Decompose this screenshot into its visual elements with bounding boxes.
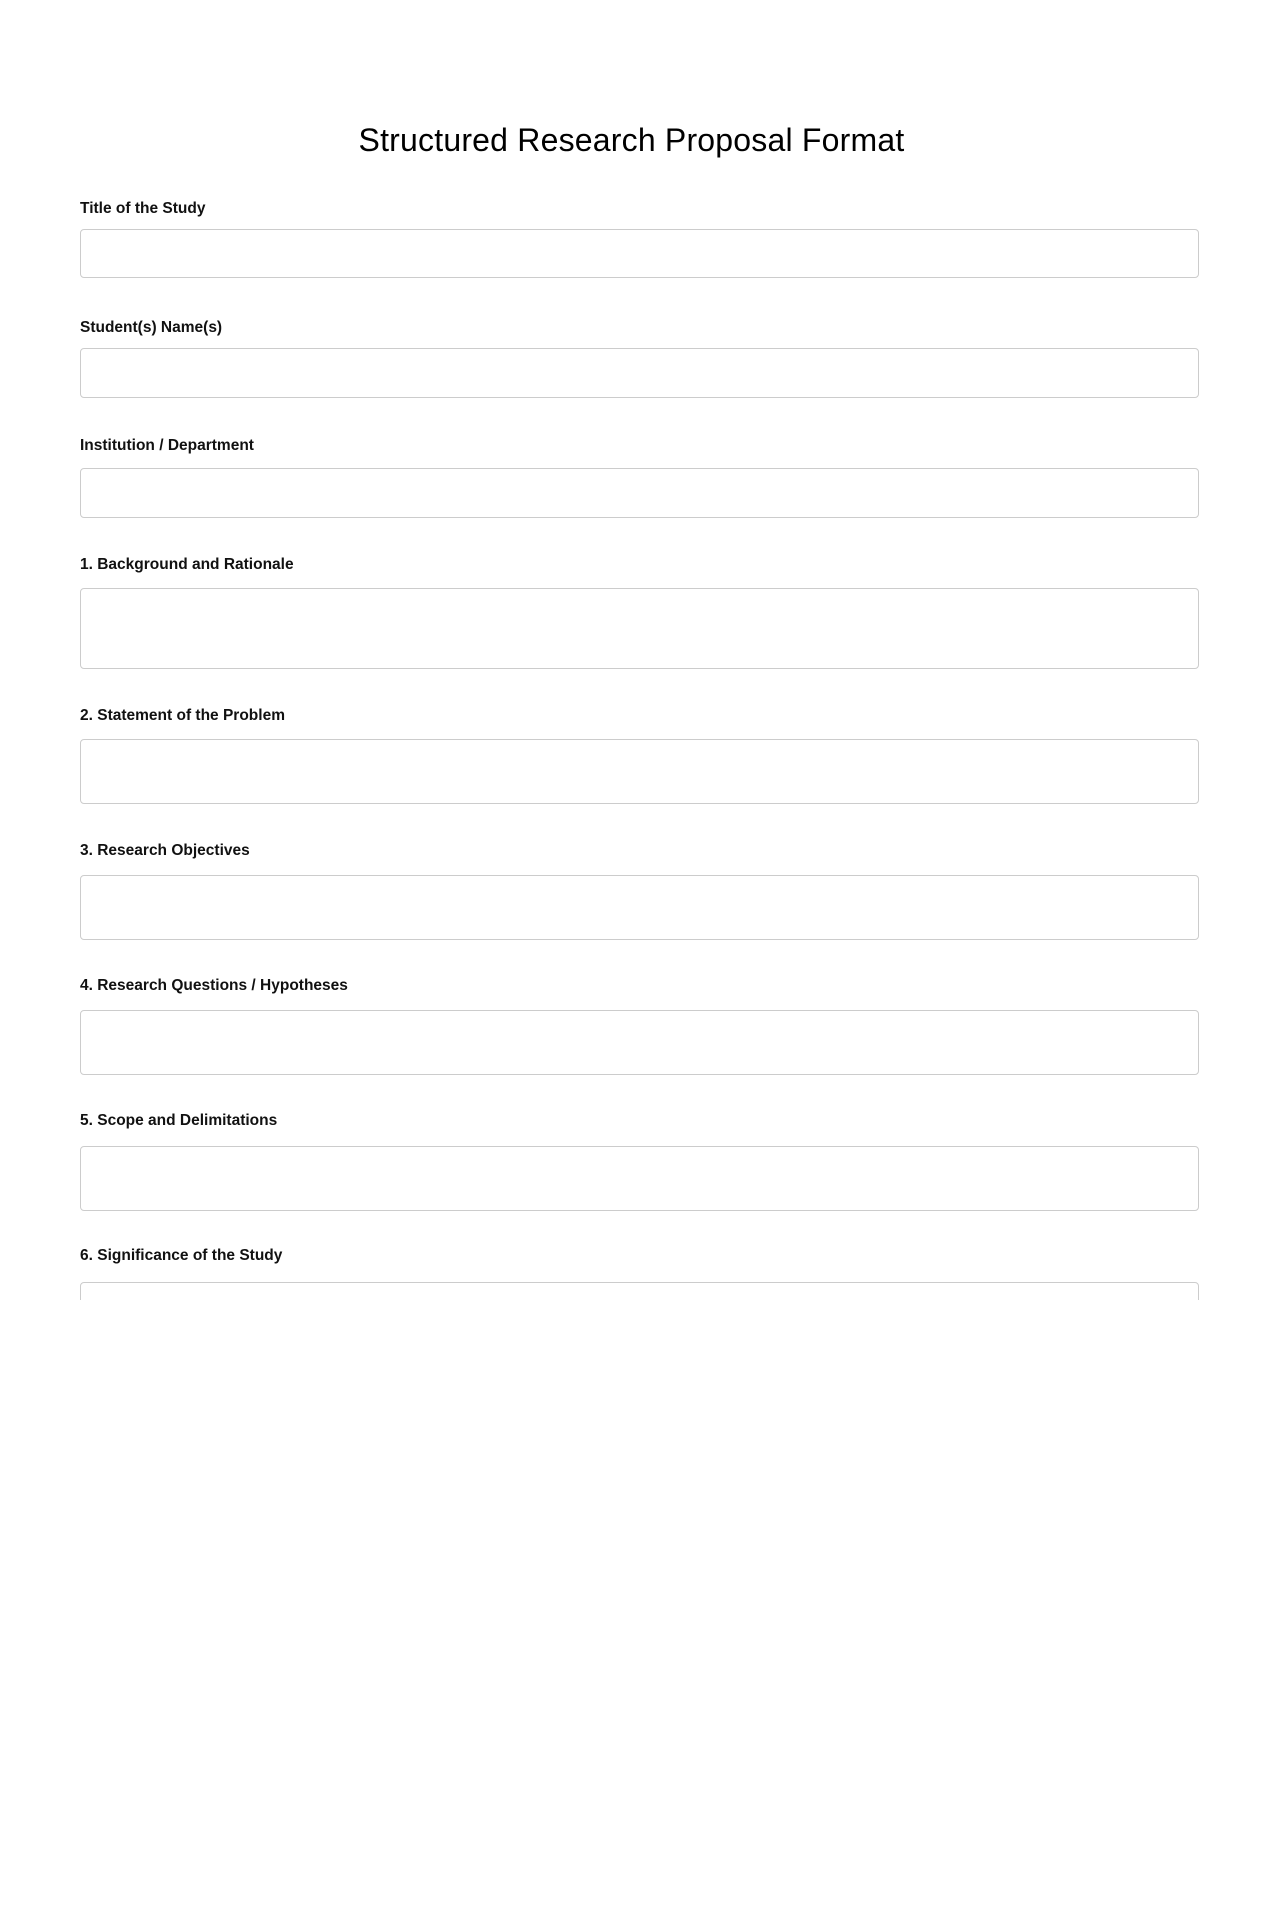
scope-delimitations-label: 5. Scope and Delimitations	[80, 1112, 278, 1129]
background-rationale-label: 1. Background and Rationale	[80, 556, 294, 573]
statement-of-problem-textarea[interactable]	[80, 739, 1199, 804]
institution-department-label: Institution / Department	[80, 437, 254, 454]
research-objectives-textarea[interactable]	[80, 875, 1199, 940]
background-rationale-textarea[interactable]	[80, 588, 1199, 669]
statement-of-problem-label: 2. Statement of the Problem	[80, 707, 285, 724]
research-questions-textarea[interactable]	[80, 1010, 1199, 1075]
student-names-label: Student(s) Name(s)	[80, 319, 223, 336]
research-questions-label: 4. Research Questions / Hypotheses	[80, 977, 348, 994]
significance-label: 6. Significance of the Study	[80, 1247, 283, 1264]
institution-department-input[interactable]	[80, 468, 1199, 518]
significance-textarea[interactable]	[80, 1282, 1199, 1300]
title-of-study-input[interactable]	[80, 229, 1199, 278]
page-title: Structured Research Proposal Format	[358, 122, 905, 158]
student-names-input[interactable]	[80, 348, 1199, 398]
research-objectives-label: 3. Research Objectives	[80, 842, 250, 859]
scope-delimitations-textarea[interactable]	[80, 1146, 1199, 1211]
title-of-study-label: Title of the Study	[80, 200, 206, 217]
